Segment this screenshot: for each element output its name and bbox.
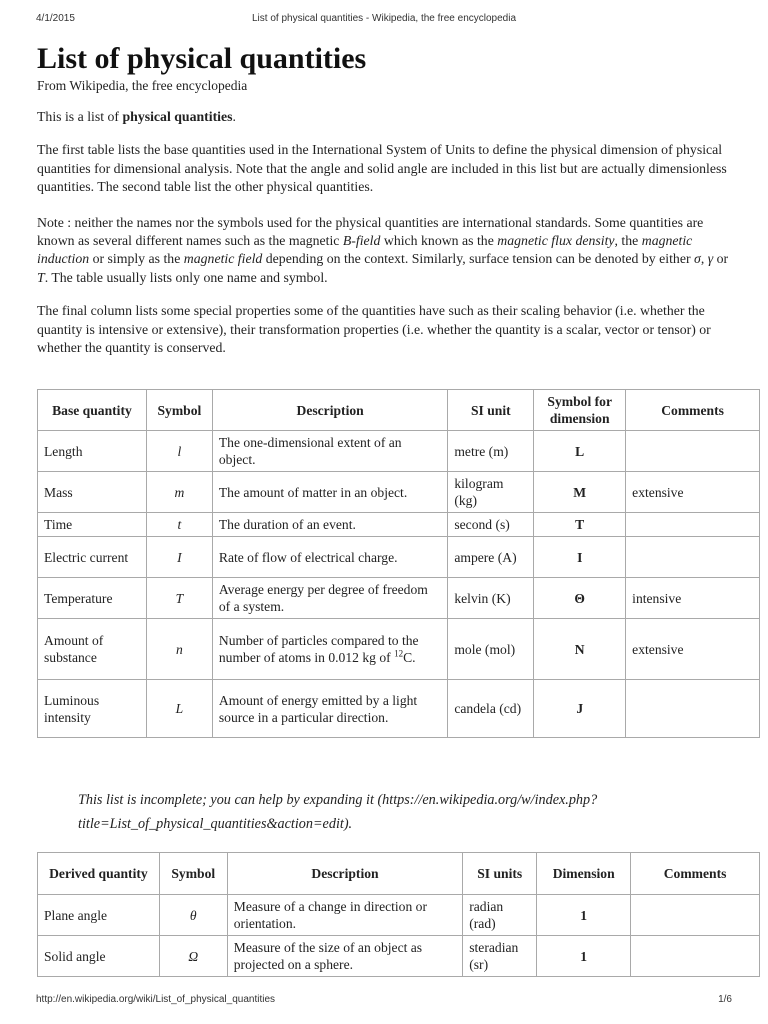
column-header: Comments [626,390,760,431]
quantity-cell: Plane angle [38,895,160,936]
description-cell: Amount of energy emitted by a light source in a particular direction. [212,680,447,738]
symbol-cell: T [146,578,212,619]
column-header: Dimension [537,853,631,895]
dimension-cell: T [534,513,626,537]
derived-quantities-table [37,852,760,977]
column-header: Description [212,390,447,431]
comments-cell: extensive [626,472,760,513]
column-header: Base quantity [38,390,147,431]
comments-cell [626,537,760,578]
note-text: or [713,251,729,267]
description-text: Number of particles compared to the number of atoms in 0.012 kg of [218,633,419,665]
symbol-cell: L [146,680,212,738]
unit-cell: second (s) [448,513,534,537]
note-text: or simply as the [89,251,184,267]
print-date: 4/1/2015 [36,13,75,24]
intro-paragraph [37,108,731,126]
print-header [36,13,732,27]
dimension-cell: N [534,619,626,680]
description-cell: The one-dimensional extent of an object. [212,431,447,472]
page-number: 1/6 [718,994,732,1005]
symbol-cell: t [146,513,212,537]
unit-cell: ampere (A) [448,537,534,578]
page-title: List of physical quantities [37,42,367,75]
note-flux-density: magnetic flux density [497,233,615,249]
comments-cell [631,895,760,936]
symbol-cell: n [146,619,212,680]
quantity-cell: Solid angle [38,936,160,977]
note-T: T [37,269,45,285]
note-paragraph [37,214,731,288]
table-row [38,513,760,537]
intro-text: This is a list of [37,109,123,124]
table-row [38,431,760,472]
symbol-cell: I [146,537,212,578]
print-url: http://en.wikipedia.org/wiki/List_of_physical_quantities [36,994,276,1005]
isotope-superscript: 12 [394,648,404,659]
quantity-cell: Electric current [38,537,147,578]
note-b-field: B-field [342,233,381,249]
dimension-cell: M [534,472,626,513]
unit-cell: kilogram (kg) [448,472,534,513]
note-gamma: γ [707,251,714,267]
unit-cell: candela (cd) [448,680,534,738]
description-cell: Rate of flow of electrical charge. [212,537,447,578]
comments-cell [626,513,760,537]
incomplete-list-notice: This list is incomplete; you can help by expanding it (https://en.wikipedia.org/w/index.php?title=List_of_physical_quantities&action=edit). [78,792,598,832]
column-header: Description [227,853,462,895]
quantity-cell: Amount of substance [38,619,147,680]
quantity-cell: Time [38,513,147,537]
base-quantities-paragraph: The first table lists the base quantities used in the International System of Units to define the physical dimension of physical quantities for dimensional analysis. Note that the angle and solid angle are included in this list but are actually dimensionless quantities. The second table list the other physical quantities. [37,142,727,195]
table-row [38,895,760,936]
unit-cell: mole (mol) [448,619,534,680]
intro-period: . [232,109,236,124]
description-cell: Measure of the size of an object as projected on a sphere. [227,936,462,977]
note-text: which known as the [380,233,498,249]
final-column-paragraph: The final column lists some special properties some of the quantities have such as their scaling behavior (i.e. whether the quantity is intensive or extensive), their transformation properties (i.e. whether the quantity is a scalar, vector or tensor) or whether the quantity is conserved. [37,303,711,356]
symbol-cell: l [146,431,212,472]
comments-cell [626,431,760,472]
column-header: Symbol for dimension [534,390,626,431]
column-header: SI unit [448,390,534,431]
base-quantities-table [37,389,760,738]
note-text: . The table usually lists only one name and symbol. [44,269,328,285]
note-magnetic-field: magnetic field [183,251,263,267]
description-cell: The duration of an event. [212,513,447,537]
description-cell: Measure of a change in direction or orientation. [227,895,462,936]
table-row [38,472,760,513]
note-induction: magnetic induction [37,233,693,267]
table-row [38,537,760,578]
column-header: Comments [631,853,760,895]
note-text: Note : neither the names nor the symbols used for the physical quantities are international standards. Some quantities are known as several different names such as the magnetic [37,214,704,249]
print-page-title: List of physical quantities - Wikipedia, the free encyclopedia [251,13,517,24]
symbol-cell: Ω [159,936,227,977]
unit-cell: radian (rad) [463,895,537,936]
dimension-cell: 1 [537,895,631,936]
note-text: depending on the context. Similarly, surface tension can be denoted by either [262,251,694,267]
comments-cell: intensive [626,578,760,619]
unit-cell: kelvin (K) [448,578,534,619]
table-row [38,680,760,738]
quantity-cell: Mass [38,472,147,513]
quantity-cell: Temperature [38,578,147,619]
table-header-row [38,390,760,431]
unit-cell: metre (m) [448,431,534,472]
physical-quantities-link[interactable]: physical quantities [122,109,233,124]
table-row [38,619,760,680]
column-header: Symbol [146,390,212,431]
description-cell: Average energy per degree of freedom of a system. [212,578,447,619]
tagline: From Wikipedia, the free encyclopedia [37,78,248,93]
column-header: Symbol [159,853,227,895]
note-text: , [700,251,708,267]
dimension-cell: L [534,431,626,472]
comments-cell: extensive [626,619,760,680]
description-text: C. [403,650,416,665]
table-row [38,578,760,619]
note-text: , the [614,233,642,249]
table-header-row [38,853,760,895]
article-body [37,40,731,357]
note-sigma: σ [694,251,701,267]
description-cell: The amount of matter in an object. [212,472,447,513]
table-row [38,936,760,977]
comments-cell [631,936,760,977]
quantity-cell: Luminous intensity [38,680,147,738]
column-header: Derived quantity [38,853,160,895]
description-cell [212,619,447,680]
dimension-cell: 1 [537,936,631,977]
unit-cell: steradian (sr) [463,936,537,977]
dimension-cell: I [534,537,626,578]
comments-cell [626,680,760,738]
symbol-cell: m [146,472,212,513]
symbol-cell: θ [159,895,227,936]
quantity-cell: Length [38,431,147,472]
dimension-cell: Θ [534,578,626,619]
dimension-cell: J [534,680,626,738]
column-header: SI units [463,853,537,895]
